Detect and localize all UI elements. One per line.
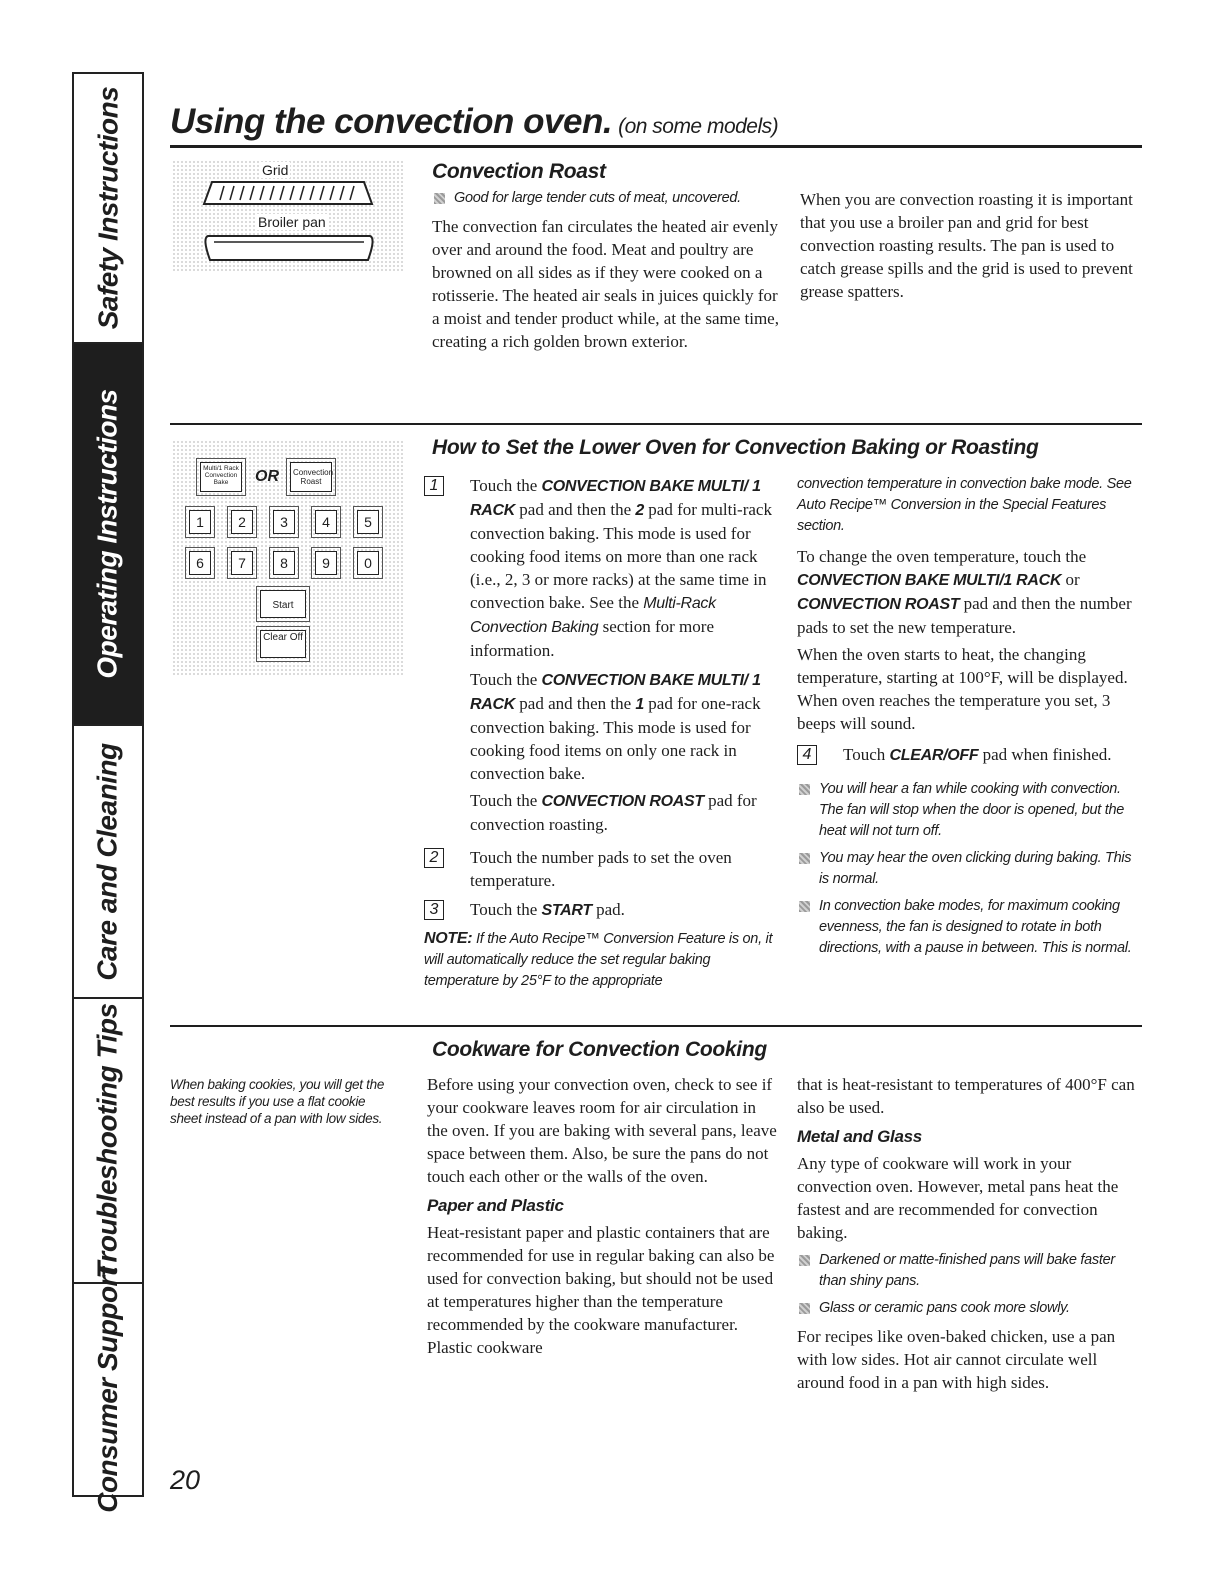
tab-care-and-cleaning[interactable] <box>74 726 142 999</box>
key-3: 3 <box>273 510 295 534</box>
section-divider <box>170 423 1142 425</box>
cookware-col1 <box>427 1073 777 1363</box>
step-1b-text: Touch the <box>470 670 542 689</box>
step-3 <box>424 898 774 922</box>
step-3-text: pad. <box>591 900 625 919</box>
key-9: 9 <box>315 551 337 575</box>
start-pad-ref: START <box>541 902 592 919</box>
start-key: Start <box>260 590 306 618</box>
step-1 <box>424 474 774 662</box>
key-0: 0 <box>357 551 379 575</box>
convection-bake-multi-pad-ref: CONVECTION BAKE MULTI/ 1 RACK <box>470 672 761 713</box>
step-4-number: 4 <box>797 745 817 765</box>
title-rule <box>170 145 1142 148</box>
cookie-sidenote: When baking cookies, you will get the best results if you use a flat cookie sheet instead of a pan with low sides. <box>170 1077 385 1126</box>
step-1b-text: pad and then the <box>515 694 636 713</box>
roast-tagline: Good for large tender cuts of meat, uncovered. <box>432 188 782 209</box>
key-2: 2 <box>231 510 253 534</box>
heat-paragraph: When the oven starts to heat, the changing temperature, starting at 100°F, will be displayed. When oven reaches the temperature you set, 3 beeps will sound. <box>797 645 1128 733</box>
convection-roast-pad-ref: CONVECTION ROAST <box>541 793 704 810</box>
step-4-text: pad when finished. <box>978 745 1112 764</box>
section-tabs <box>72 72 144 1513</box>
step-2-text: Touch the number pads to set the oven temperature. <box>470 848 732 890</box>
tip-item: You may hear the oven clicking during baking. This is normal. <box>797 848 1142 890</box>
step-1a-text: section for more information. <box>470 617 714 660</box>
broiler-pan-illustration <box>172 160 404 272</box>
tab-safety-instructions[interactable] <box>74 74 142 344</box>
step-1b <box>424 668 774 785</box>
convection-roast-col1 <box>432 188 782 357</box>
roast-paragraph-1: The convection fan circulates the heated air evenly over and around the food. Meat and poultry are browned on all sides as if they were cooked on a rotisserie. The heated air seals in juices quickly for a moist and tender product while, at the same time, creating a rich golden brown exterior. <box>432 217 779 351</box>
convection-roast-col2 <box>800 188 1145 307</box>
convection-bake-multi-key: Multi/1 Rack Convection Bake <box>200 462 242 492</box>
tab-troubleshooting-tips[interactable] <box>74 999 142 1284</box>
paper-plastic-text: Heat-resistant paper and plastic containers that are recommended for use in regular baking can also be used for convection baking, but should not be used at temperatures higher than the temperature recommended by the cookware manufacturer. Plastic cookware <box>427 1223 775 1357</box>
convection-roast-pad-ref: CONVECTION ROAST <box>797 596 960 613</box>
tab-label: Operating Instructions <box>92 389 123 679</box>
how-to-col2 <box>797 474 1142 965</box>
broiler-pan-label: Broiler pan <box>258 214 326 230</box>
key-6: 6 <box>189 551 211 575</box>
title-subtitle: (on some models) <box>618 115 779 138</box>
convection-bake-multi-pad-ref: CONVECTION BAKE MULTI/ 1 RACK <box>470 478 761 519</box>
step-4-text: Touch <box>843 745 890 764</box>
clear-off-pad-ref: CLEAR/OFF <box>889 747 979 764</box>
change-temp-text: pad and then the number pads to set the new temperature. <box>797 594 1132 637</box>
paper-plastic-heading: Paper and Plastic <box>427 1196 564 1215</box>
section-divider <box>170 1025 1142 1027</box>
convection-roast-key: Convection Roast <box>290 462 332 492</box>
tab-label: Troubleshooting Tips <box>92 1002 123 1279</box>
tab-label: Care and Cleaning <box>92 742 123 981</box>
key-5: 5 <box>357 510 379 534</box>
clear-off-key: Clear Off <box>260 630 306 658</box>
how-to-tips <box>797 779 1142 959</box>
step-2-number: 2 <box>424 848 444 868</box>
note-text: If the Auto Recipe™ Conversion Feature is on, it will automatically reduce the set regular baking temperature by 25°F to the appropriate <box>424 931 773 989</box>
change-temp-text: To change the oven temperature, touch the <box>797 547 1087 566</box>
step-1a-text: pad for multi-rack convection baking. This mode is used for cooking food items on more than one rack (i.e., 2, 3 or more racks) at the same time in convection bake. See the <box>470 500 772 612</box>
tip-item: You will hear a fan while cooking with convection. The fan will stop when the door is opened, but the heat will not turn off. <box>797 779 1142 842</box>
tab-operating-instructions[interactable] <box>74 344 142 726</box>
change-temp-paragraph <box>797 545 1142 639</box>
key-4: 4 <box>315 510 337 534</box>
keypad-illustration <box>172 440 404 675</box>
key-8: 8 <box>273 551 295 575</box>
cookware-heading: Cookware for Convection Cooking <box>432 1038 767 1061</box>
tab-label: Consumer Support <box>92 1266 123 1513</box>
step-1c-text: pad for convection roasting. <box>470 791 757 834</box>
how-to-heading: How to Set the Lower Oven for Convection Baking or Roasting <box>432 436 1039 459</box>
step-1b-text: pad for one-rack convection baking. This mode is used for cooking food items on only one rack in convection bake. <box>470 694 761 783</box>
step-1a-text: pad and then the <box>515 500 636 519</box>
tip-item: In convection bake modes, for maximum cooking evenness, the fan is designed to rotate in both directions, with a pause in between. This is normal. <box>797 896 1142 959</box>
metal-glass-text: Any type of cookware will work in your convection oven. However, metal pans heat the fastest and are recommended for convection baking. <box>797 1154 1119 1242</box>
metal-glass-heading: Metal and Glass <box>797 1127 922 1146</box>
step-2 <box>424 846 774 892</box>
paper-plastic-continued: that is heat-resistant to temperatures of 400°F can also be used. <box>797 1075 1135 1117</box>
recipes-text: For recipes like oven-baked chicken, use a pan with low sides. Hot air cannot circulate well around food in a pan with high sides. <box>797 1327 1116 1392</box>
page-title <box>170 102 778 142</box>
step-3-number: 3 <box>424 900 444 920</box>
step-1c <box>424 789 774 836</box>
step-3-text: Touch the <box>470 900 542 919</box>
page-number: 20 <box>170 1465 201 1495</box>
cookware-tip: Glass or ceramic pans cook more slowly. <box>797 1298 1142 1319</box>
step-4 <box>797 743 1142 767</box>
key-7: 7 <box>231 551 253 575</box>
step-1c-text: Touch the <box>470 791 542 810</box>
grid-label: Grid <box>262 162 289 178</box>
note-label: NOTE: <box>424 930 473 947</box>
roast-paragraph-2: When you are convection roasting it is important that you use a broiler pan and grid for best convection roasting results. The pan is used to catch grease spills and the grid is used to prevent grease spatters. <box>800 190 1133 301</box>
key-1: 1 <box>189 510 211 534</box>
title-text: Using the convection oven. <box>170 102 613 141</box>
cookware-intro: Before using your convection oven, check to see if your cookware leaves room for air circulation in the oven. If you are baking with several pans, leave space between them. Also, be sure the pans do not touch each other or the walls of the oven. <box>427 1075 777 1186</box>
pad-1-ref: 1 <box>635 696 645 713</box>
change-temp-text: or <box>1061 570 1080 589</box>
note <box>424 928 774 992</box>
or-label: OR <box>255 468 279 485</box>
cookware-tip: Darkened or matte-finished pans will bake faster than shiny pans. <box>797 1250 1142 1292</box>
note-continued: convection temperature in convection bake mode. See Auto Recipe™ Conversion in the Special Features section. <box>797 476 1132 534</box>
how-to-col1 <box>424 474 774 992</box>
pad-2-ref: 2 <box>635 502 645 519</box>
step-1-number: 1 <box>424 476 444 496</box>
step-1a-text: Touch the <box>470 476 542 495</box>
convection-bake-multi-pad-ref: CONVECTION BAKE MULTI/1 RACK <box>797 572 1062 589</box>
convection-roast-heading: Convection Roast <box>432 160 606 183</box>
multi-rack-section-ref: Multi-Rack Convection Baking <box>470 595 716 636</box>
cookware-col2 <box>797 1073 1142 1398</box>
tab-consumer-support[interactable] <box>74 1266 142 1513</box>
tab-label: Safety Instructions <box>92 86 123 330</box>
